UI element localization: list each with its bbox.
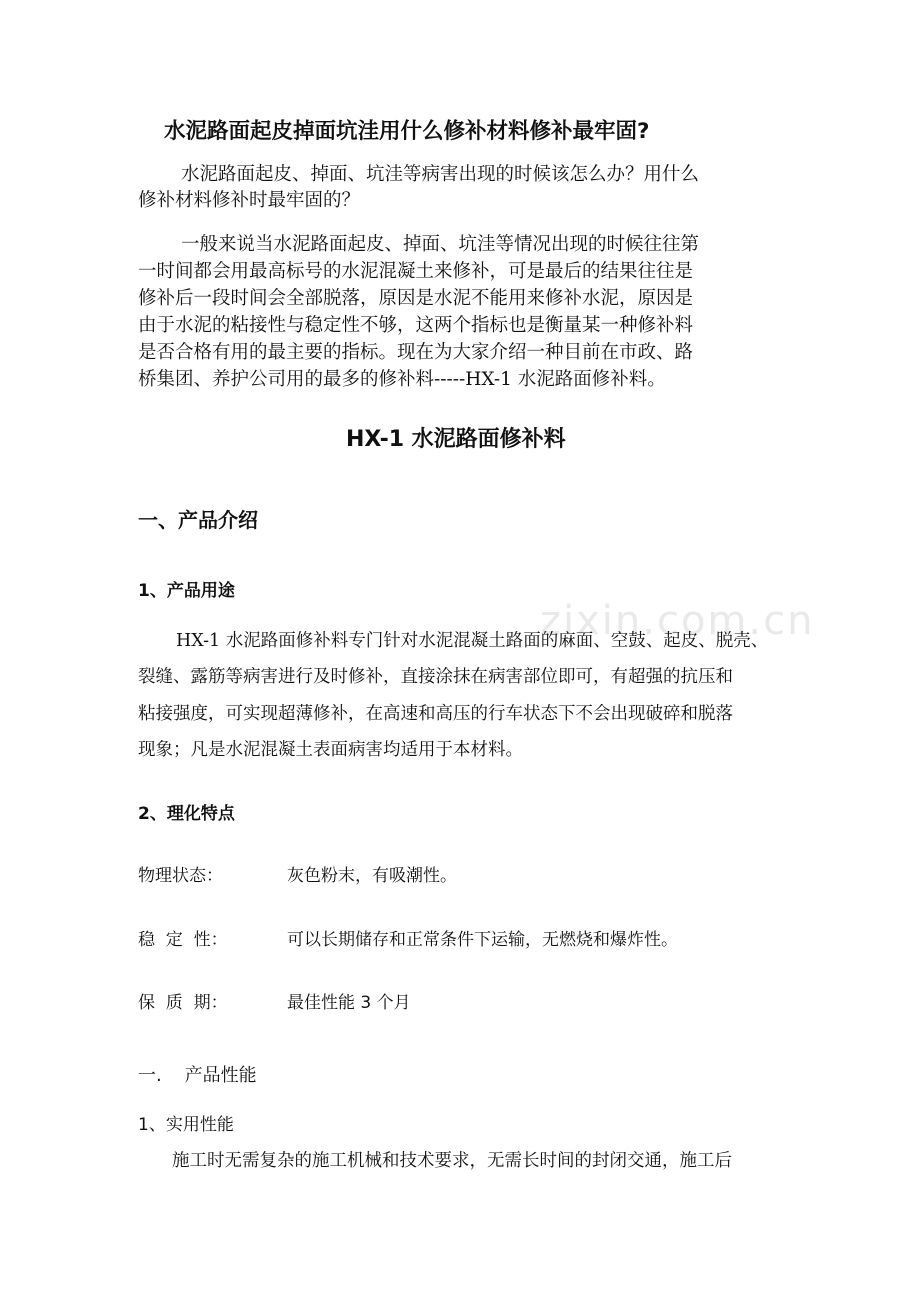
intro-paragraph-2-line: 由于水泥的粘接性与稳定性不够，这两个指标也是衡量某一种修补料 — [138, 315, 694, 336]
usage-paragraph-line: 现象；凡是水泥混凝土表面病害均适用于本材料。 — [138, 740, 523, 760]
intro-paragraph-1-line: 水泥路面起皮、掉面、坑洼等病害出现的时候该怎么办？用什么 — [181, 164, 700, 185]
property-value: 可以长期储存和正常条件下运输，无燃烧和爆炸性。 — [287, 930, 678, 950]
intro-paragraph-2-line: 一时间都会用最高标号的水泥混凝土来修补，可是最后的结果往往是 — [138, 261, 694, 282]
usage-paragraph-line: 裂缝、露筋等病害进行及时修补，直接涂抹在病害部位即可，有超强的抗压和 — [138, 667, 733, 687]
usage-paragraph-line: HX-1 水泥路面修补料专门针对水泥混凝土路面的麻面、空鼓、起皮、脱壳、 — [176, 631, 769, 651]
document-title: 水泥路面起皮掉面坑洼用什么修补材料修补最牢固? — [164, 119, 650, 144]
intro-paragraph-1-line: 修补材料修补时最牢固的？ — [138, 190, 361, 211]
intro-paragraph-2-line: 一般来说当水泥路面起皮、掉面、坑洼等情况出现的时候往往第 — [181, 234, 700, 255]
section-heading: 一. 产品性能 — [138, 1065, 257, 1086]
subsection-heading: 2、理化特点 — [138, 804, 235, 824]
subsection-heading: 1、产品用途 — [138, 581, 235, 601]
intro-paragraph-2-line: 是否合格有用的最主要的指标。现在为大家介绍一种目前在市政、路 — [138, 342, 694, 363]
property-label: 保 质 期： — [138, 993, 228, 1013]
section-heading: 一、产品介绍 — [138, 508, 258, 532]
intro-paragraph-2-line: 修补后一段时间会全部脱落，原因是水泥不能用来修补水泥，原因是 — [138, 288, 694, 309]
property-value: 灰色粉末，有吸潮性。 — [287, 866, 457, 886]
performance-paragraph-line: 施工时无需复杂的施工机械和技术要求，无需长时间的封闭交通，施工后 — [172, 1151, 732, 1171]
watermark: zixin.com.cn — [540, 598, 815, 644]
property-label: 稳 定 性： — [138, 930, 228, 950]
intro-paragraph-2-line: 桥集团、养护公司用的最多的修补料-----HX-1 水泥路面修补料。 — [138, 369, 666, 390]
property-label: 物理状态： — [138, 866, 223, 886]
property-value: 最佳性能 3 个月 — [287, 993, 411, 1013]
usage-paragraph-line: 粘接强度，可实现超薄修补，在高速和高压的行车状态下不会出现破碎和脱落 — [138, 704, 733, 724]
product-heading: HX-1 水泥路面修补料 — [346, 427, 566, 452]
subsection-heading: 1、实用性能 — [138, 1115, 234, 1135]
